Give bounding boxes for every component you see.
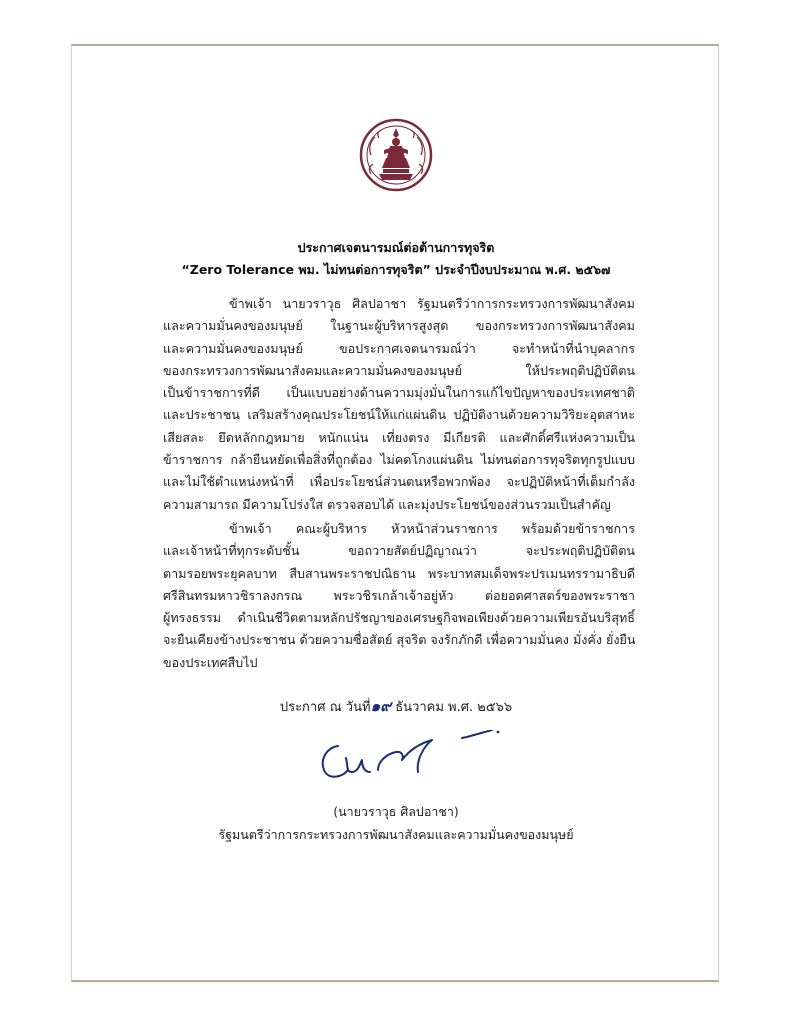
document-page xyxy=(71,44,719,982)
paragraph-line: จะยืนเคียงข้างประชาชน ด้วยความซื่อสัตย์ สุจริต จงรักภักดี เพื่อความมั่นคง มั่งคั่ง ยั่งยืน xyxy=(163,632,635,648)
document-subtitle: “Zero Tolerance พม. ไม่ทนต่อการทุจริต” ประจำปีงบประมาณ พ.ศ. ๒๕๖๗ xyxy=(181,262,611,277)
paragraph-line: ตามรอยพระยุคลบาท สืบสานพระราชปณิธาน พระบาทสมเด็จพระปรเมนทรรามาธิบดี xyxy=(163,565,635,581)
paragraph-1 xyxy=(163,293,635,516)
paragraph-line: เป็นข้าราชการที่ดี เป็นแบบอย่างด้านความมุ่งมั่นในการแก้ไขปัญหาของประเทศชาติ xyxy=(163,385,635,401)
ministry-seal-icon xyxy=(359,118,433,192)
paragraph-line: และความมั่นคงของมนุษย์ ในฐานะผู้บริหารสูงสุด ของกระทรวงการพัฒนาสังคม xyxy=(163,318,635,334)
paragraph-line: และประชาชน เสริมสร้างคุณประโยชน์ให้แก่แผ่นดิน ปฏิบัติงานด้วยความวิริยะอุตสาหะ xyxy=(163,407,635,423)
paragraph-line: ข้าพเจ้า คณะผู้บริหาร หัวหน้าส่วนราชการ พร้อมด้วยข้าราชการ xyxy=(229,521,635,536)
paragraph-line: และความมั่นคงของมนุษย์ ขอประกาศเจตนารมณ์ว่า จะทำหน้าที่นำบุคลากร xyxy=(163,340,635,356)
date-day-handwritten: ๑๙ xyxy=(370,697,392,715)
paragraph-line: ข้าพเจ้า นายวราวุธ ศิลปอาชา รัฐมนตรีว่าการกระทรวงการพัฒนาสังคม xyxy=(229,296,635,311)
paragraph-line: และไม่ใช้ตำแหน่งหน้าที่ เพื่อประโยชน์ส่วนตนหรือพวกพ้อง จะปฏิบัติหน้าที่เต็มกำลัง xyxy=(163,474,635,490)
signature-icon xyxy=(312,730,522,788)
paragraph-2 xyxy=(163,518,635,674)
paragraph-line: ผู้ทรงธรรม ดำเนินชีวิตตามหลักปรัชญาของเศรษฐกิจพอเพียงด้วยความเพียรอันบริสุทธิ์ xyxy=(163,610,635,626)
paragraph-line: และเจ้าหน้าที่ทุกระดับชั้น ขอถวายสัตย์ปฏิญาณว่า จะประพฤติปฏิบัติตน xyxy=(163,543,635,559)
paragraph-line: ของประเทศสืบไป xyxy=(163,654,258,670)
paragraph-line: เสียสละ ยึดหลักกฎหมาย หนักแน่น เที่ยงตรง มีเกียรติ และศักดิ์ศรีแห่งความเป็น xyxy=(163,429,635,445)
paragraph-line: ความสามารถ มีความโปร่งใส ตรวจสอบได้ และมุ่งประโยชน์ของส่วนรวมเป็นสำคัญ xyxy=(163,496,611,512)
document-title: ประกาศเจตนารมณ์ต่อต้านการทุจริต xyxy=(297,240,495,255)
paragraph-line: ศรีสินทรมหาวชิราลงกรณ พระวชิรเกล้าเจ้าอยู่หัว ต่อยอดศาสตร์ของพระราชา xyxy=(163,587,635,603)
signer-name: (นายวราวุธ ศิลปอาชา) xyxy=(333,804,459,819)
date-prefix: ประกาศ ณ วันที่ xyxy=(279,700,371,715)
date-suffix: ธันวาคม พ.ศ. ๒๕๖๖ xyxy=(395,700,513,715)
paragraph-line: ข้าราชการ กล้ายืนหยัดเพื่อสิ่งที่ถูกต้อง ไม่คดโกงแผ่นดิน ไม่ทนต่อการทุจริตทุกรูปแบบ xyxy=(163,452,635,468)
paragraph-line: ของกระทรวงการพัฒนาสังคมและความมั่นคงของมนุษย์ ให้ประพฤติปฏิบัติตน xyxy=(163,362,635,378)
signer-position: รัฐมนตรีว่าการกระทรวงการพัฒนาสังคมและความมั่นคงของมนุษย์ xyxy=(218,827,574,842)
declaration-date xyxy=(72,694,720,718)
